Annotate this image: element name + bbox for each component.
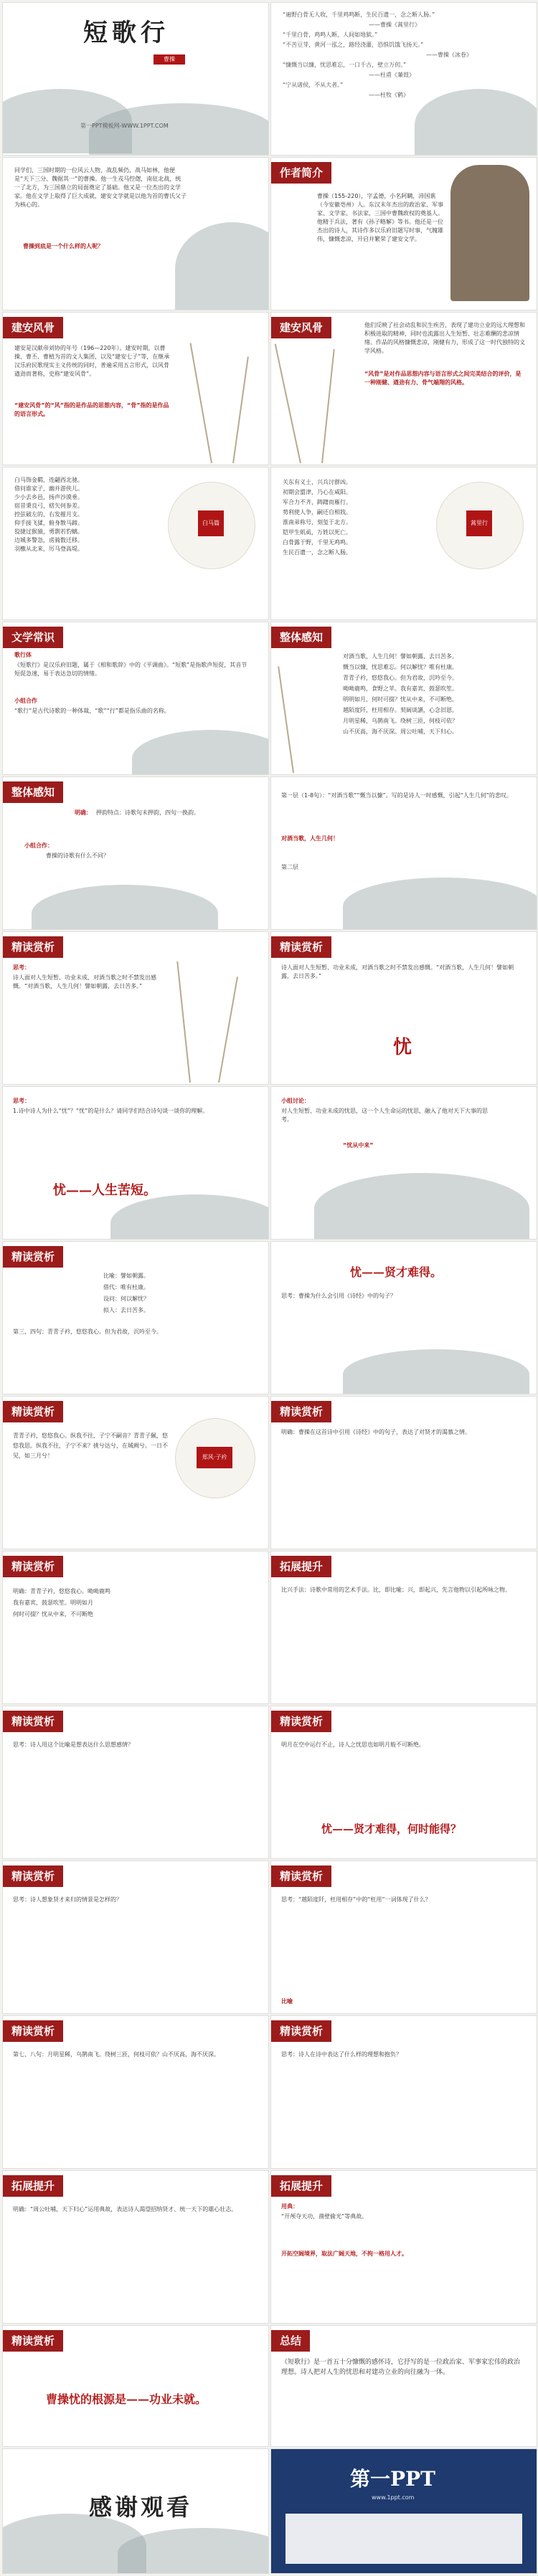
- poem-line: 青青子衿，悠悠我心。但为君故，沉吟至今。: [343, 675, 458, 681]
- slide-poem-baima[interactable]: [3, 467, 268, 619]
- intro-question: 曹操到底是一个什么样的人呢？: [23, 243, 103, 249]
- slide-heading: 精读赏析: [3, 1401, 63, 1422]
- poem-line: 军合力不齐，踌躇而雁行。: [283, 499, 351, 505]
- banner-text: 忧——贤才难得，何时能得？: [321, 1822, 462, 1835]
- slide-heading: 建安风骨: [3, 317, 63, 338]
- extend-body: 明确：“周公吐哺，天下归心”运用典故，表达诗人渴望招纳贤才、统一天下的雄心壮志。: [13, 2206, 237, 2213]
- slide-reading-1[interactable]: [271, 777, 537, 929]
- slide-jianan-2[interactable]: [271, 313, 537, 465]
- poem-line: 关东有义士，兴兵讨群凶。: [283, 479, 351, 485]
- poem-line: 边城多警急，虏骑数迁移。: [14, 537, 83, 543]
- author-body: 曹操（155-220），字孟德，小名阿瞒，沛国谯（今安徽亳州）人。东汉末年杰出的政治家、军事家、文学家、书法家，三国中曹魏政权的奠基人。他精于兵法，著有《孙子略解》等书。他还是一位杰出的诗人，其诗作多以乐府旧题写时事，气魄雄伟，慷慨悲凉，开启并繁荣了建安文学。: [317, 193, 443, 242]
- think-text: “忧从中来”: [343, 1142, 374, 1149]
- reading-body: 明月在空中运行不止，诗人之忧思也如明月般不可断绝。: [281, 1741, 425, 1748]
- slide-author[interactable]: [271, 158, 537, 310]
- summary-body: 《短歌行》是一首五十分慷慨的感怀诗，它抒写的是一位政治家、军事家宏伟的政治理想。诗人把对人生的忧思和对建功立业的向往融为一体。: [281, 2359, 521, 2376]
- slide-extend-3[interactable]: [271, 2171, 537, 2323]
- slide-reading-10[interactable]: [271, 1861, 537, 2013]
- extend-body: “开颅夺天功，凿壁偷光”等典故。: [281, 2213, 368, 2220]
- poem-body: 青青子衿，悠悠我心。纵我不往，子宁不嗣音？青青子佩，悠悠我思。纵我不往，子宁不来？挑兮达兮，在城阙兮。一日不见，如三月兮！: [13, 1432, 168, 1459]
- slide-zijin[interactable]: [3, 1397, 268, 1549]
- poem-seal: 白马篇: [198, 510, 224, 536]
- jianan-body: 建安是汉献帝刘协的年号（196—220年）。建安时期，以曹操、曹丕、曹植为首的文人集团，以及“建安七子”等，在继承汉乐府民歌现实主义传统的同时，普遍采用五言形式，以风骨遒劲而著称，史称“建安风骨”。: [14, 345, 170, 377]
- sub-heading: 用典：: [281, 2203, 298, 2210]
- banner-text: 曹操忧的根源是——功业未就。: [46, 2392, 207, 2406]
- slide-summary[interactable]: [271, 2326, 537, 2446]
- poem-line: 铠甲生虮虱，万姓以死亡。: [283, 529, 351, 536]
- slide-reading-2[interactable]: [3, 932, 268, 1084]
- reading-foot: 比喻: [281, 1998, 293, 2005]
- brand-logo: 第一PPT: [350, 2467, 435, 2491]
- reading-body: 思考：曹操为什么会引用《诗经》中的句子？: [281, 1293, 396, 1299]
- slide-reading-3[interactable]: [271, 932, 537, 1084]
- slide-reading-8[interactable]: [271, 1706, 537, 1858]
- poem-line: 控弦破左的，右发摧月支。: [14, 511, 83, 518]
- quote-line: “遍野白骨无人收，千里鸡鸣断，生民百遗一，念之断人肠。”: [283, 11, 435, 18]
- slide-heading: 精读赏析: [271, 2020, 331, 2042]
- poem-line: 势利使人争，嗣还自相戕。: [283, 509, 351, 515]
- question-text: 曹操的诗歌有什么不同？: [46, 852, 109, 859]
- think-body: 1.诗中诗人为什么“忧”？“忧”的是什么？请同学们结合诗句谈一谈你的理解。: [13, 1108, 209, 1114]
- poem-line: 对酒当歌，人生几何！譬如朝露，去日苦多。: [343, 653, 458, 660]
- slide-poem-haoli[interactable]: [271, 467, 537, 619]
- poem-line: 宿昔秉良弓，楛矢何参差。: [14, 503, 83, 509]
- reading-body: 思考：诗人在诗中表达了什么样的理想和抱负？: [281, 2051, 402, 2058]
- slide-jianan-1[interactable]: [3, 313, 268, 465]
- reading-body: 诗人面对人生短暂、功业未成，对酒当歌之时不禁发出感慨。“对酒当歌，人生几何！譬如朝露，去日苦多。”: [281, 964, 514, 979]
- slide-reading-11[interactable]: [3, 2016, 268, 2168]
- poem-line: 慨当以慷，忧思难忘。何以解忧？唯有杜康。: [343, 664, 458, 670]
- reading-body: 思考：诗人想象贤才来归的情景是怎样的？: [13, 1896, 122, 1903]
- reading-body: 明确：曹操在这首诗中引用《诗经》中的句子，表达了对贤才的渴慕之情。: [281, 1429, 471, 1435]
- slide-reading-6[interactable]: [3, 1551, 268, 1703]
- poem-line: 呦呦鹿鸣，食野之苹。我有嘉宾，鼓瑟吹笙。: [343, 685, 458, 692]
- slide-heading: 精读赏析: [3, 1866, 63, 1887]
- poem-line: 狡捷过猴猿，勇剽若豹螭。: [14, 528, 83, 535]
- reading-body: 思考：“越陌度阡，枉用相存”中的“枉用”一词体现了什么？: [281, 1896, 431, 1903]
- lit-body-1: 《短歌行》是汉乐府旧题，属于《相和歌辞》中的《平调曲》。“短歌”是指歌声短促，其音节短促急速，易于表达急切的情绪。: [14, 662, 247, 677]
- slide-think-1[interactable]: [3, 1087, 268, 1239]
- jianan-red: “建安风骨”的“风”指的是作品的思想内容，“骨”指的是作品的语言形式。: [14, 402, 169, 417]
- quote-line: “千里白骨，鸡鸣人断，人间如地狱。”: [283, 32, 378, 38]
- slide-heading: 整体感知: [3, 781, 63, 803]
- slide-reading-12[interactable]: [271, 2016, 537, 2168]
- extend-red: 开拓空阔境界，取法广阔天地，不拘一格用人才。: [281, 2251, 407, 2257]
- poem-line: 白马饰金羁，连翩西北驰。: [14, 477, 83, 483]
- slide-overview-2[interactable]: [3, 777, 268, 929]
- reading-line: 我有嘉宾，鼓瑟吹笙。明明如月: [13, 1600, 93, 1606]
- poem-line: 明明如月，何时可掇？忧从中来，不可断绝。: [343, 696, 458, 703]
- rhetoric-row: 比喻：譬如朝露。: [103, 1273, 149, 1279]
- quote-block: [283, 10, 519, 100]
- slide-heading: 拓展提升: [271, 1556, 331, 1577]
- poem-line: 山不厌高，海不厌深。周公吐哺，天下归心。: [343, 728, 458, 735]
- brand-text: 第一PPT模板网-WWW.1PPT.COM: [80, 123, 169, 129]
- brand-url: www.1ppt.com: [372, 2494, 415, 2501]
- lit-body-2: “歌行”是古代诗歌的一种体裁，“歌”“行”都是指乐曲的名称。: [14, 708, 170, 714]
- reading-body: 诗人面对人生短暂、功业未成，对酒当歌之时不禁发出感慨。“对酒当歌，人生几何！譬如朝露，去日苦多。”: [13, 974, 156, 989]
- big-char: 忧: [393, 1037, 412, 1058]
- quote-source: ——曹操《冰卷》: [426, 52, 472, 58]
- link-panel: [285, 2514, 522, 2564]
- poem-line: 月明星稀，乌鹊南飞。绕树三匝，何枝可依？: [343, 718, 458, 724]
- extend-body: 比兴手法：诗歌中常用的艺术手法。比，即比喻；兴，即起兴，先言他物以引起所咏之物。: [281, 1587, 511, 1593]
- banner-text: 忧——人生苦短。: [53, 1183, 156, 1198]
- author-seal: 曹操: [154, 54, 185, 65]
- reading-red: 对酒当歌，人生几何！: [281, 835, 339, 842]
- rhetoric-list: [103, 1270, 247, 1316]
- answer-label: 明确：: [75, 809, 92, 816]
- sub-heading: 思考：: [13, 1098, 30, 1104]
- slide-heading: 建安风骨: [271, 317, 331, 338]
- poem-line: 越陌度阡，枉用相存。契阔谈讌，心念旧恩。: [343, 707, 458, 713]
- slide-heading: 文学常识: [3, 627, 63, 648]
- quote-source: ——杜牧《鹤》: [369, 92, 409, 98]
- slide-reading-5[interactable]: [271, 1397, 537, 1549]
- slide-heading: 精读赏析: [271, 1401, 331, 1422]
- sub-heading: 小组合作：: [24, 842, 53, 849]
- answer-body: 押韵特点：诗歌句末押韵，四句一换韵。: [96, 809, 199, 816]
- quote-line: “慷慨当以慷，忧思难忘，一口千古，壁立万仞。”: [283, 62, 407, 68]
- slide-reading-7[interactable]: [3, 1706, 268, 1858]
- slide-quotes[interactable]: [271, 3, 537, 155]
- slide-heading: 精读赏析: [271, 936, 331, 958]
- slide-reading-9[interactable]: [3, 1861, 268, 2013]
- portrait-image: [450, 165, 529, 301]
- slide-brand[interactable]: [271, 2449, 537, 2573]
- reading-line: 明确：青青子衿，悠悠我心。呦呦鹿鸣: [13, 1588, 110, 1594]
- slide-thanks[interactable]: [3, 2449, 268, 2573]
- slide-heading: 作者简介: [271, 162, 331, 184]
- reading-body: 思考：诗人用这个比喻是想表达什么思想感情？: [13, 1741, 133, 1748]
- reading-line: 何时可掇？忧从中来，不可断绝: [13, 1611, 93, 1617]
- think-body: 对人生短暂、功业未成的忧思，这一个人生命运的忧思，融入了他对天下大事的思考。: [281, 1108, 488, 1123]
- quote-line: “不苦豆芽，黄河一泓之，路经浇灌，恐惧饥饿飞扬天。”: [283, 42, 424, 48]
- slide-title[interactable]: [3, 3, 268, 155]
- slide-reading-13[interactable]: [3, 2326, 268, 2446]
- slide-heading: 精读赏析: [271, 1711, 331, 1732]
- poem-line: 淮南弟称号，刻玺于北方。: [283, 519, 351, 526]
- quote-source: ——杜甫《蒹葭》: [369, 72, 415, 78]
- slide-heading: 拓展提升: [271, 2175, 331, 2197]
- poem-line: 仰手接飞猱，俯身散马蹄。: [14, 520, 83, 526]
- poem-line: 白骨露于野，千里无鸡鸣。: [283, 539, 351, 546]
- slide-rhetoric[interactable]: [3, 1242, 268, 1394]
- rhetoric-row: 设问：何以解忧？: [103, 1296, 149, 1302]
- poem-line: 借问谁家子，幽并游侠儿。: [14, 485, 83, 492]
- sub-heading: 思考：: [13, 964, 30, 971]
- slide-heading: 精读赏析: [3, 1711, 63, 1732]
- slide-reading-4[interactable]: [271, 1242, 537, 1394]
- sub-heading: 小组合作: [14, 698, 37, 704]
- poem-seal: 郑风·子衿: [197, 1447, 232, 1468]
- slide-think-2[interactable]: [271, 1087, 537, 1239]
- quote-line: “宁从诸侯，不从大者。”: [283, 82, 344, 88]
- poem-line: 初期会盟津，乃心在咸阳。: [283, 489, 351, 495]
- reading-body: 第七、八句：月明星稀，乌鹊南飞。绕树三匝，何枝可依？山不厌高，海不厌深。: [13, 2051, 220, 2058]
- slide-extend-2[interactable]: [3, 2171, 268, 2323]
- slide-heading: 精读赏析: [3, 1556, 63, 1577]
- reading-caption: 第二层: [281, 864, 298, 870]
- slide-heading: 拓展提升: [3, 2175, 63, 2197]
- poem-seal: 蒿里行: [466, 510, 492, 536]
- slide-intro[interactable]: [3, 158, 268, 310]
- slide-heading: 精读赏析: [3, 2330, 63, 2352]
- poem-line: 羽檄从北来，厉马登高堤。: [14, 546, 83, 552]
- slide-heading: 精读赏析: [3, 936, 63, 958]
- sub-heading: 歌行体: [14, 652, 32, 658]
- poem-line: 生民百遗一，念之断人肠。: [283, 549, 351, 556]
- reading-lines: [13, 1586, 228, 1620]
- sub-heading: 小组讨论：: [281, 1098, 310, 1104]
- poem-body: [343, 651, 529, 737]
- jianan-body-2: 他们反映了社会动乱和民生疾苦，表现了建功立业的远大理想和积极进取的精神，同时也流露出人生短暂、壮志难酬的悲凉情绪。作品的风格慷慨悲凉，刚健有力，形成了这一时代独特的文学风格。: [364, 322, 525, 354]
- rhetoric-row: 拟人：去日苦多。: [103, 1307, 149, 1313]
- slide-heading: 精读赏析: [3, 2020, 63, 2042]
- poem-body: [283, 477, 433, 558]
- banner-text: 忧——贤才难得。: [350, 1265, 443, 1279]
- rhetoric-row: 借代：唯有杜康。: [103, 1284, 149, 1291]
- poem-line: 少小去乡邑，扬声沙漠垂。: [14, 494, 83, 500]
- slide-heading: 精读赏析: [271, 1866, 331, 1887]
- rhetoric-body: 第三、四句：青青子衿，悠悠我心。但为君故，沉吟至今。: [13, 1329, 162, 1335]
- slide-literature[interactable]: [3, 622, 268, 774]
- slide-extend-1[interactable]: [271, 1551, 537, 1703]
- quote-source: ——曹操《蒿里行》: [369, 22, 420, 28]
- deck-title: 短歌行: [83, 19, 169, 47]
- slide-heading: 整体感知: [271, 627, 331, 648]
- slide-overview-1[interactable]: [271, 622, 537, 774]
- slide-heading: 总结: [271, 2330, 310, 2352]
- jianan-red-2: “风骨”是对作品思想内容与语言形式之间完美结合的评价，是一种刚健、遒劲有力、骨气端翔的风格。: [364, 371, 522, 386]
- slide-heading: 精读赏析: [3, 1246, 63, 1268]
- thanks-title: 感谢观看: [89, 2494, 193, 2521]
- reading-body: 第一层（1-8句）：“对酒当歌”“慨当以慷”。写的是诗人一时感慨，引起“人生几何”的悲叹。: [281, 792, 512, 799]
- intro-body: 同学们，三国时期的一位风云人物，战乱频仍，战马如林，他便是“天下三分、魏据其一”的曹操。他一生戎马倥偬，南征北战，统一了北方，为三国鼎立的局面奠定了基础。他又是一位杰出的文学家。他在文学上取得了巨大成就，建安文学就是以他为首的曹氏父子为核心的。: [14, 167, 187, 208]
- poem-body: [14, 476, 165, 553]
